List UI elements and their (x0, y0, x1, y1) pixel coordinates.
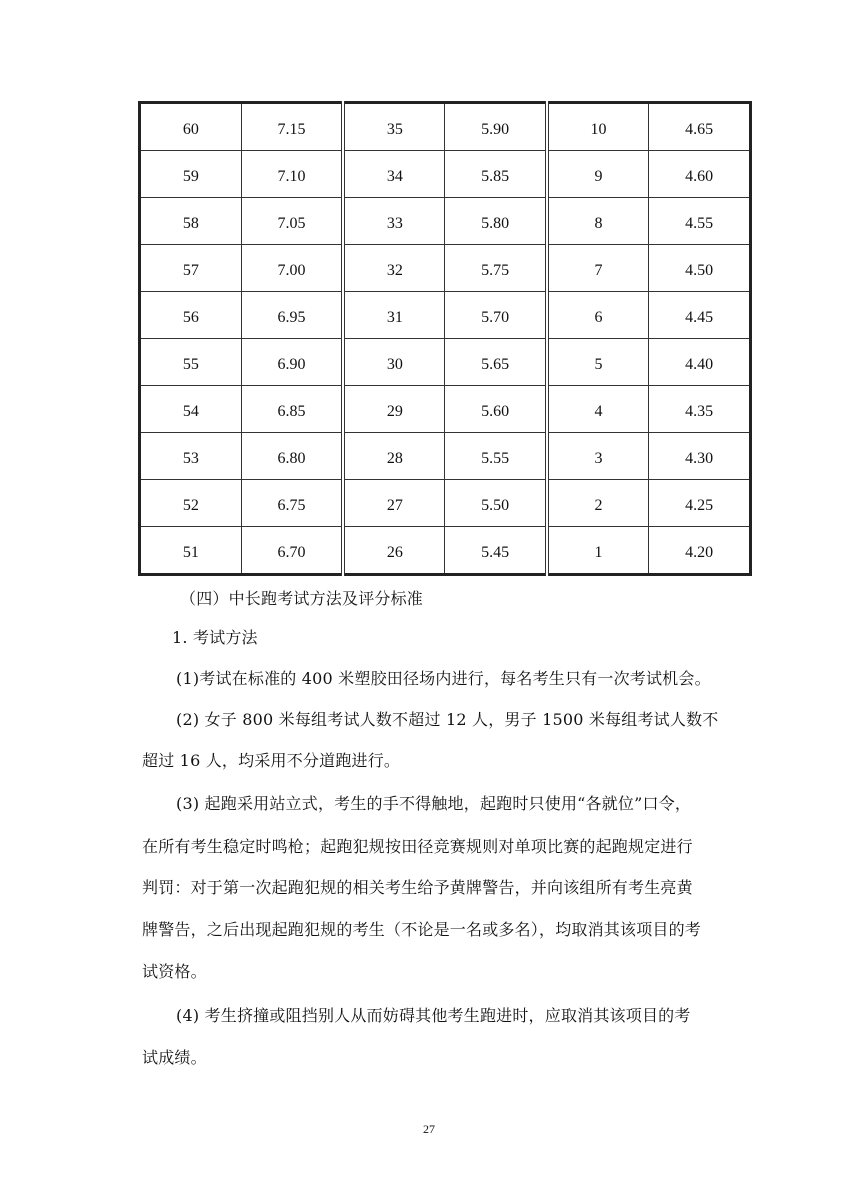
table-cell: 4.25 (649, 480, 751, 527)
table-cell: 59 (140, 151, 242, 198)
table-cell: 2 (547, 480, 649, 527)
paragraph-3-line-4: 牌警告，之后出现起跑犯规的考生（不论是一名或多名），均取消其该项目的考 (142, 920, 702, 939)
paragraph-2-line-2: 超过 16 人，均采用不分道跑进行。 (142, 751, 401, 770)
table-cell: 4.65 (649, 103, 751, 151)
table-cell: 6.85 (241, 386, 343, 433)
table-cell: 5.60 (445, 386, 547, 433)
table-cell: 29 (343, 386, 445, 433)
table-cell: 51 (140, 527, 242, 575)
section-heading: （四）中长跑考试方法及评分标准 (180, 589, 424, 608)
table-cell: 5.75 (445, 245, 547, 292)
table-cell: 33 (343, 198, 445, 245)
table-cell: 5.70 (445, 292, 547, 339)
table-cell: 4.20 (649, 527, 751, 575)
table-cell: 3 (547, 433, 649, 480)
table-cell: 4.35 (649, 386, 751, 433)
table-cell: 56 (140, 292, 242, 339)
table-cell: 7.00 (241, 245, 343, 292)
table-cell: 10 (547, 103, 649, 151)
table-cell: 53 (140, 433, 242, 480)
paragraph-2-line-1: (2) 女子 800 米每组考试人数不超过 12 人，男子 1500 米每组考试人数不 (176, 710, 719, 729)
table-cell: 57 (140, 245, 242, 292)
table-cell: 7.15 (241, 103, 343, 151)
table-cell: 5.45 (445, 527, 547, 575)
paragraph-3-line-2: 在所有考生稳定时鸣枪；起跑犯规按田径竞赛规则对单项比赛的起跑规定进行 (142, 837, 693, 856)
table-cell: 32 (343, 245, 445, 292)
table-cell: 27 (343, 480, 445, 527)
table-cell: 5 (547, 339, 649, 386)
table-cell: 5.65 (445, 339, 547, 386)
table-cell: 8 (547, 198, 649, 245)
paragraph-3-line-3: 判罚：对于第一次起跑犯规的相关考生给予黄牌警告，并向该组所有考生亮黄 (142, 878, 693, 897)
score-table (138, 101, 752, 576)
table-cell: 4.50 (649, 245, 751, 292)
table-cell: 6.90 (241, 339, 343, 386)
table-cell: 28 (343, 433, 445, 480)
table-cell: 5.80 (445, 198, 547, 245)
paragraph-4-line-1: (4) 考生挤撞或阻挡别人从而妨碍其他考生跑进时，应取消其该项目的考 (176, 1006, 691, 1025)
table-row (140, 480, 751, 527)
table-cell: 30 (343, 339, 445, 386)
table-cell: 54 (140, 386, 242, 433)
table-cell: 6.75 (241, 480, 343, 527)
table-row (140, 527, 751, 575)
table-cell: 5.90 (445, 103, 547, 151)
table-cell: 7.10 (241, 151, 343, 198)
table-row (140, 103, 751, 151)
table-cell: 4 (547, 386, 649, 433)
table-row (140, 292, 751, 339)
table-cell: 34 (343, 151, 445, 198)
subheading: 1. 考试方法 (172, 628, 258, 647)
table-cell: 6.70 (241, 527, 343, 575)
table-cell: 6.95 (241, 292, 343, 339)
table-cell: 4.45 (649, 292, 751, 339)
table-cell: 5.55 (445, 433, 547, 480)
table-cell: 60 (140, 103, 242, 151)
table-cell: 4.40 (649, 339, 751, 386)
table-cell: 55 (140, 339, 242, 386)
table-cell: 4.55 (649, 198, 751, 245)
paragraph-3-line-5: 试资格。 (142, 962, 207, 981)
paragraph-1: (1)考试在标准的 400 米塑胶田径场内进行，每名考生只有一次考试机会。 (176, 669, 711, 688)
table-cell: 31 (343, 292, 445, 339)
page-number: 27 (423, 1122, 435, 1136)
table-row (140, 433, 751, 480)
table-cell: 35 (343, 103, 445, 151)
table-row (140, 198, 751, 245)
table-cell: 4.60 (649, 151, 751, 198)
paragraph-4-line-2: 试成绩。 (142, 1048, 207, 1067)
paragraph-3-line-1: (3) 起跑采用站立式，考生的手不得触地，起跑时只使用“各就位”口令， (176, 794, 692, 813)
table-row (140, 245, 751, 292)
table-cell: 7.05 (241, 198, 343, 245)
table-row (140, 386, 751, 433)
table-cell: 9 (547, 151, 649, 198)
table-cell: 6.80 (241, 433, 343, 480)
table-cell: 52 (140, 480, 242, 527)
table-cell: 4.30 (649, 433, 751, 480)
table-cell: 5.50 (445, 480, 547, 527)
table-cell: 58 (140, 198, 242, 245)
table-cell: 6 (547, 292, 649, 339)
table-cell: 26 (343, 527, 445, 575)
table-row (140, 339, 751, 386)
table-row (140, 151, 751, 198)
table-cell: 7 (547, 245, 649, 292)
table-cell: 5.85 (445, 151, 547, 198)
table-cell: 1 (547, 527, 649, 575)
